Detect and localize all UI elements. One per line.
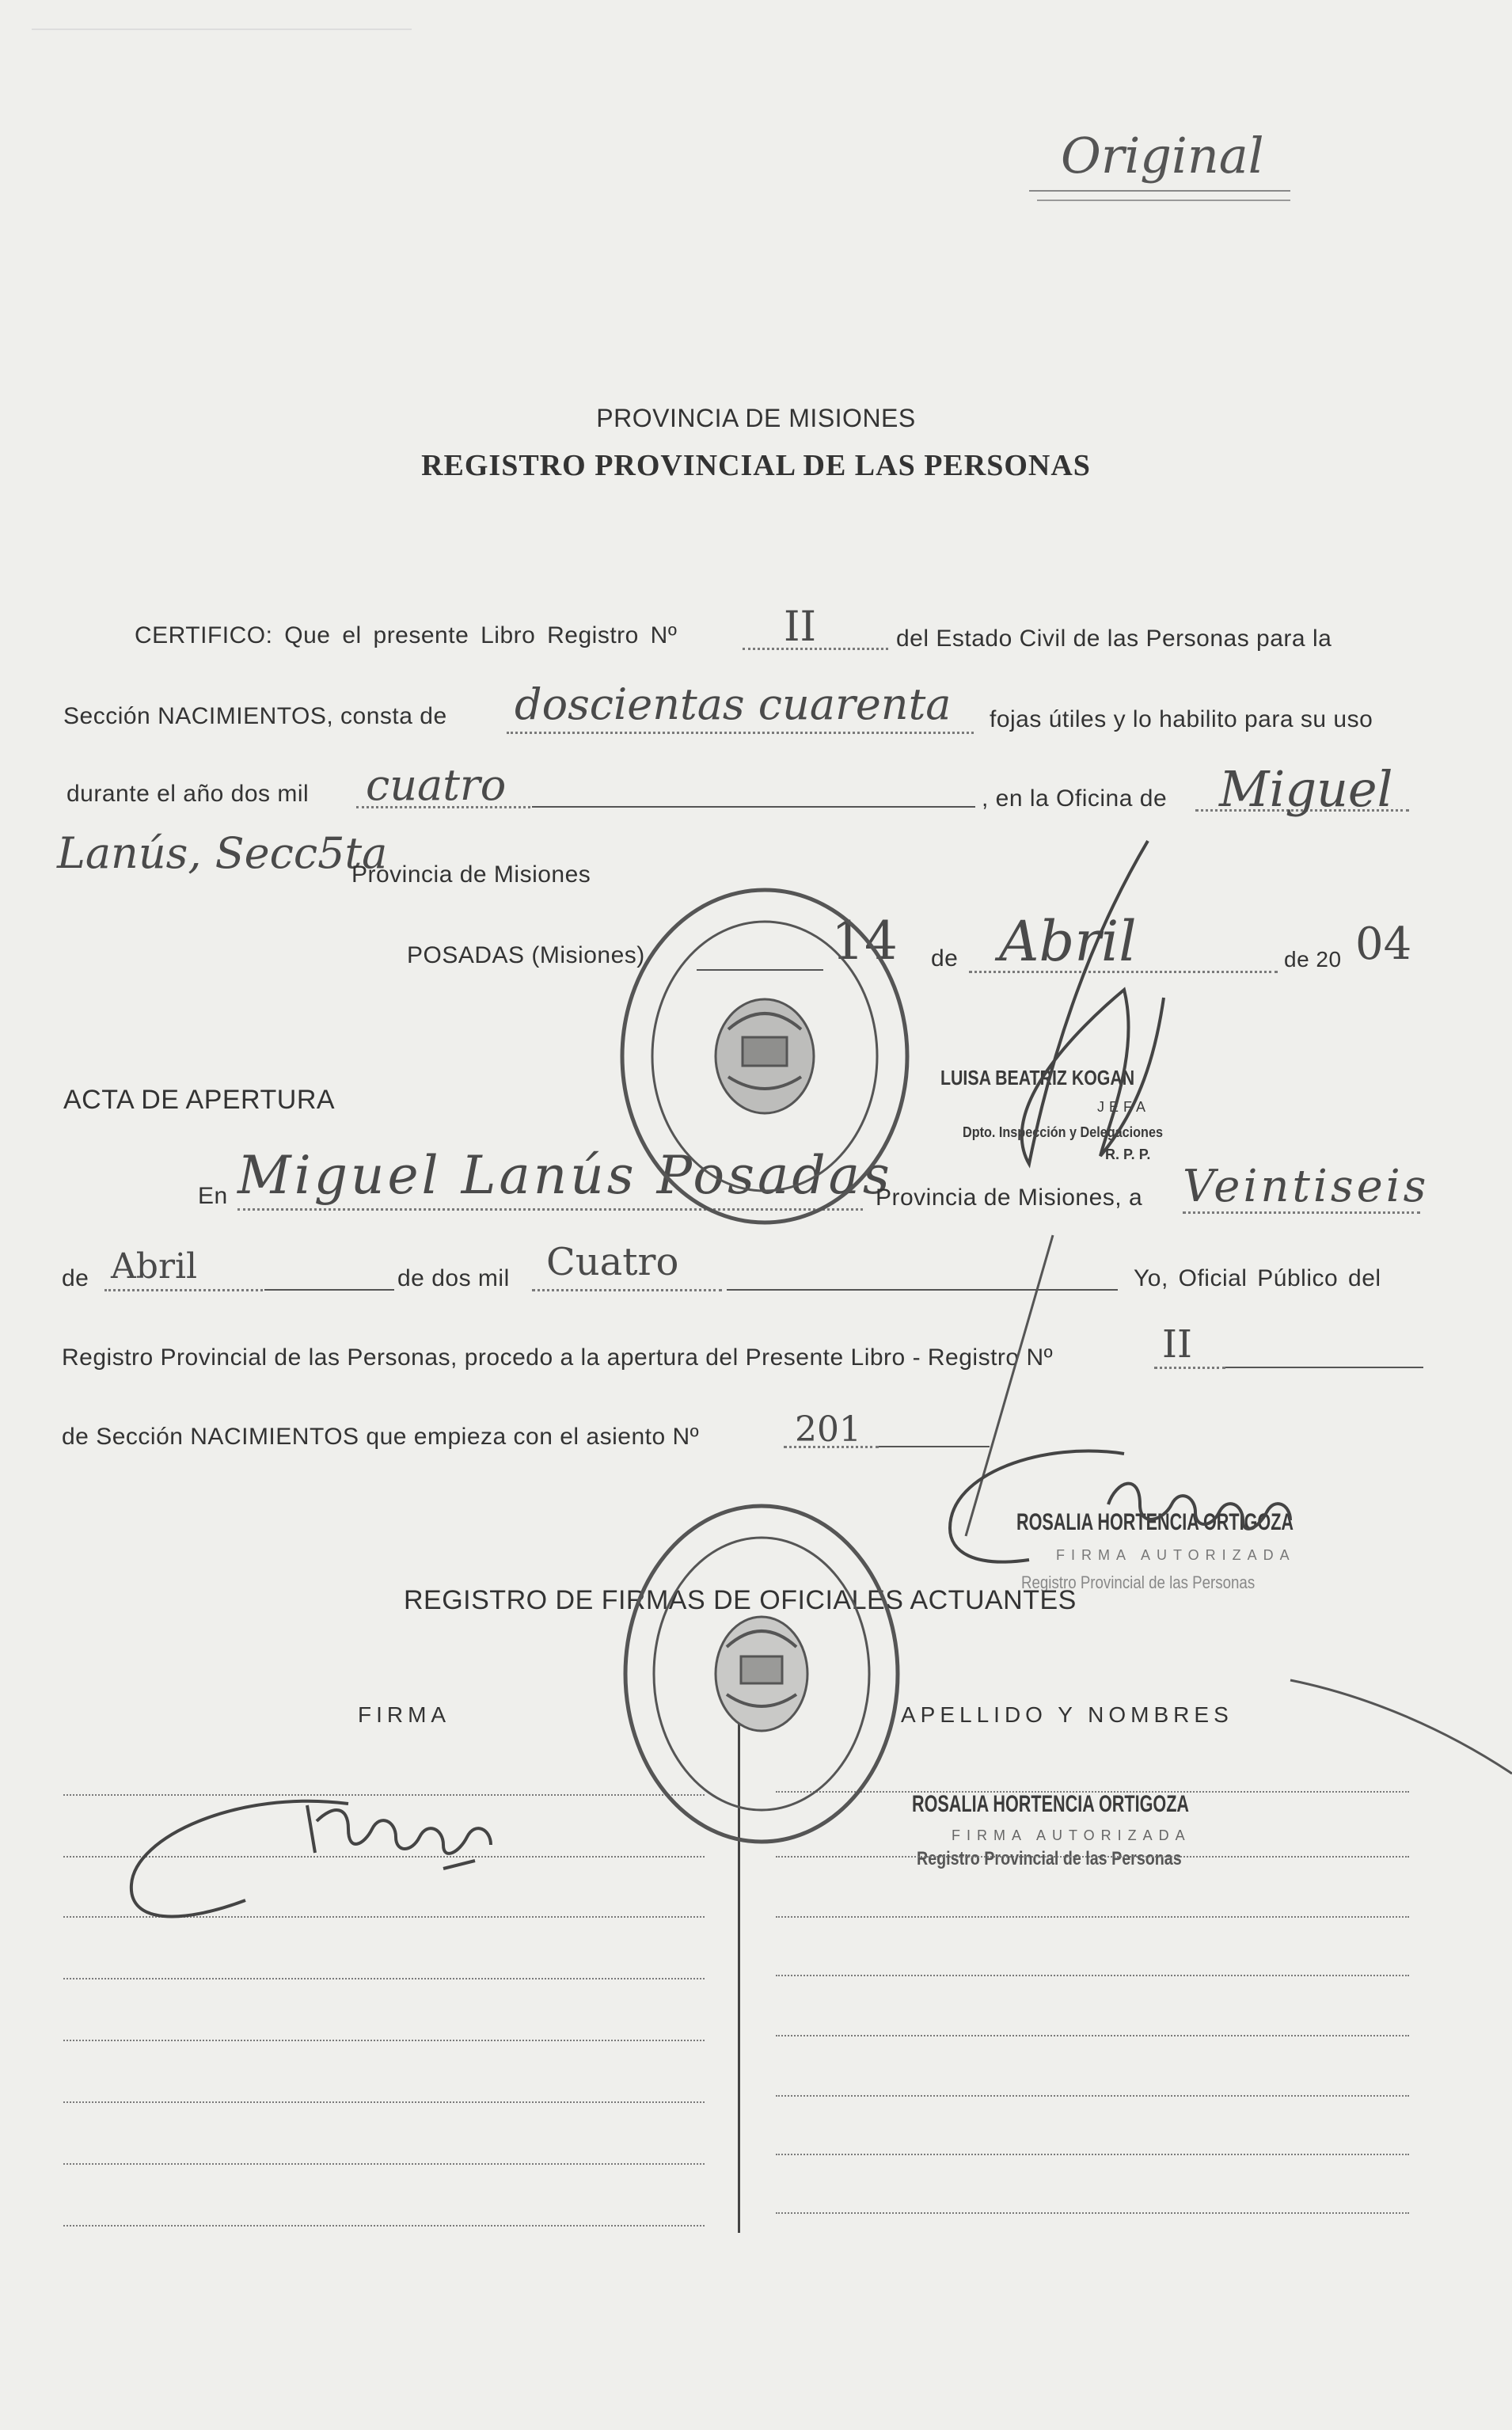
- jefa-stamp-role: JEFA: [1097, 1099, 1151, 1115]
- signature-row-left-6: [63, 2101, 705, 2103]
- scan-artifact: [32, 29, 412, 30]
- province-heading: PROVINCIA DE MISIONES: [596, 404, 916, 432]
- book-number-handwritten: II: [784, 603, 817, 651]
- signatures-col-firma: FIRMA: [358, 1702, 451, 1727]
- acta-year-line: [727, 1289, 1118, 1291]
- year-digits-handwritten: 04: [1355, 918, 1412, 970]
- names-row-right-3: [776, 1916, 1409, 1918]
- jefa-stamp-dept: Dpto. Inspección y Delegaciones: [963, 1124, 1163, 1140]
- names-row-right-6: [776, 2095, 1409, 2097]
- officer-signature-top: [950, 1451, 1290, 1561]
- office-handwritten-2: Lanús, Secc5ta: [57, 828, 388, 878]
- pages-dots: [507, 732, 974, 734]
- certificate-line-2-prefix: Sección NACIMIENTOS, consta de: [63, 703, 447, 729]
- certificate-line-4-suffix: Provincia de Misiones: [351, 861, 591, 888]
- acta-month-handwritten: Abril: [111, 1246, 198, 1287]
- certificate-line-3-prefix: durante el año dos mil: [66, 781, 310, 807]
- year-line: [532, 806, 975, 808]
- acta-month-dots: [104, 1289, 263, 1291]
- signature-row-left-8: [63, 2225, 705, 2227]
- signature-row-left-5: [63, 2040, 705, 2041]
- day-de-label: de: [931, 945, 959, 972]
- officer-stamp-org-table: Registro Provincial de las Personas: [917, 1848, 1182, 1869]
- names-row-right-5: [776, 2035, 1409, 2036]
- names-row-right-8: [776, 2212, 1409, 2214]
- scan-edge-line: [1290, 1680, 1512, 1774]
- acta-registry-line: Registro Provincial de las Personas, procedo a la apertura del Presente Libro - Registro Nº: [62, 1344, 1054, 1371]
- officer-stamp-role-table: FIRMA AUTORIZADA: [952, 1827, 1191, 1843]
- signatures-col-names: APELLIDO Y NOMBRES: [901, 1702, 1233, 1727]
- signatures-title: REGISTRO DE FIRMAS DE OFICIALES ACTUANTES: [404, 1585, 1077, 1615]
- note-underline: [1029, 190, 1290, 192]
- jefa-stamp-org: R. P. P.: [1105, 1147, 1151, 1162]
- acta-year-dots: [532, 1289, 722, 1291]
- pages-handwritten: doscientas cuarenta: [515, 679, 952, 729]
- acta-title: ACTA DE APERTURA: [63, 1085, 336, 1115]
- certificate-line-3-mid: , en la Oficina de: [982, 785, 1168, 812]
- acta-place-dots: [237, 1208, 863, 1211]
- registry-heading: REGISTRO PROVINCIAL DE LAS PERSONAS: [421, 449, 1091, 482]
- officer-stamp-name-top: ROSALIA HORTENCIA ORTIGOZA: [1016, 1509, 1294, 1535]
- day-line: [697, 969, 823, 971]
- names-row-right-7: [776, 2154, 1409, 2155]
- certificate-line-1-prefix: CERTIFICO: Que el presente Libro Registro Nº: [135, 622, 678, 648]
- office-handwritten-1: Miguel: [1219, 760, 1393, 818]
- year-label: de 20: [1284, 947, 1342, 972]
- original-handwritten-note: Original: [1061, 127, 1264, 184]
- signature-row-left-4: [63, 1978, 705, 1979]
- acta-en-label: En: [198, 1183, 228, 1209]
- signature-row-left-2: [63, 1856, 705, 1858]
- month-handwritten: Abril: [999, 909, 1137, 974]
- certificate-line-1-suffix: del Estado Civil de las Personas para la: [896, 626, 1332, 652]
- acta-book-handwritten: II: [1162, 1322, 1192, 1367]
- acta-section-line: de Sección NACIMIENTOS que empieza con el asiento Nº: [62, 1424, 700, 1450]
- names-row-right-4: [776, 1975, 1409, 1976]
- day-handwritten: 14: [831, 911, 898, 972]
- officer-stamp-role-top: FIRMA AUTORIZADA: [1056, 1547, 1296, 1563]
- note-underline-2: [1037, 200, 1290, 201]
- acta-day-handwritten: Veintiseis: [1183, 1161, 1430, 1212]
- acta-month-de-label: de: [62, 1265, 89, 1291]
- acta-entry-line: [879, 1446, 990, 1447]
- acta-book-line: [1225, 1367, 1423, 1368]
- acta-year-handwritten: Cuatro: [546, 1240, 679, 1284]
- signature-row-left-3: [63, 1916, 705, 1918]
- acta-entry-handwritten: 201: [795, 1409, 861, 1450]
- names-row-right-1: [776, 1791, 1409, 1793]
- jefa-signature-tail: [966, 1235, 1053, 1536]
- acta-province-label: Provincia de Misiones, a: [876, 1185, 1143, 1211]
- acta-place-handwritten: Miguel Lanús Posadas: [237, 1145, 893, 1206]
- certificate-line-2-suffix: fojas útiles y lo habilito para su uso: [990, 706, 1373, 732]
- acta-year-label: de dos mil: [397, 1265, 510, 1291]
- officer-stamp-org-top: Registro Provincial de las Personas: [1021, 1572, 1256, 1592]
- signature-row-left-1: [63, 1794, 705, 1796]
- officer-signature-table: [131, 1801, 491, 1917]
- acta-book-dots: [1154, 1367, 1225, 1369]
- officer-stamp-name-table: ROSALIA HORTENCIA ORTIGOZA: [912, 1791, 1189, 1817]
- jefa-stamp-name: LUISA BEATRIZ KOGAN: [940, 1066, 1135, 1090]
- acta-official-label: Yo, Oficial Público del: [1134, 1265, 1381, 1291]
- table-divider: [738, 1679, 740, 2233]
- signature-row-left-7: [63, 2163, 705, 2165]
- names-row-right-2: [776, 1856, 1409, 1858]
- place-label: POSADAS (Misiones): [407, 942, 645, 968]
- year-handwritten: cuatro: [366, 760, 507, 810]
- acta-month-line: [264, 1289, 394, 1291]
